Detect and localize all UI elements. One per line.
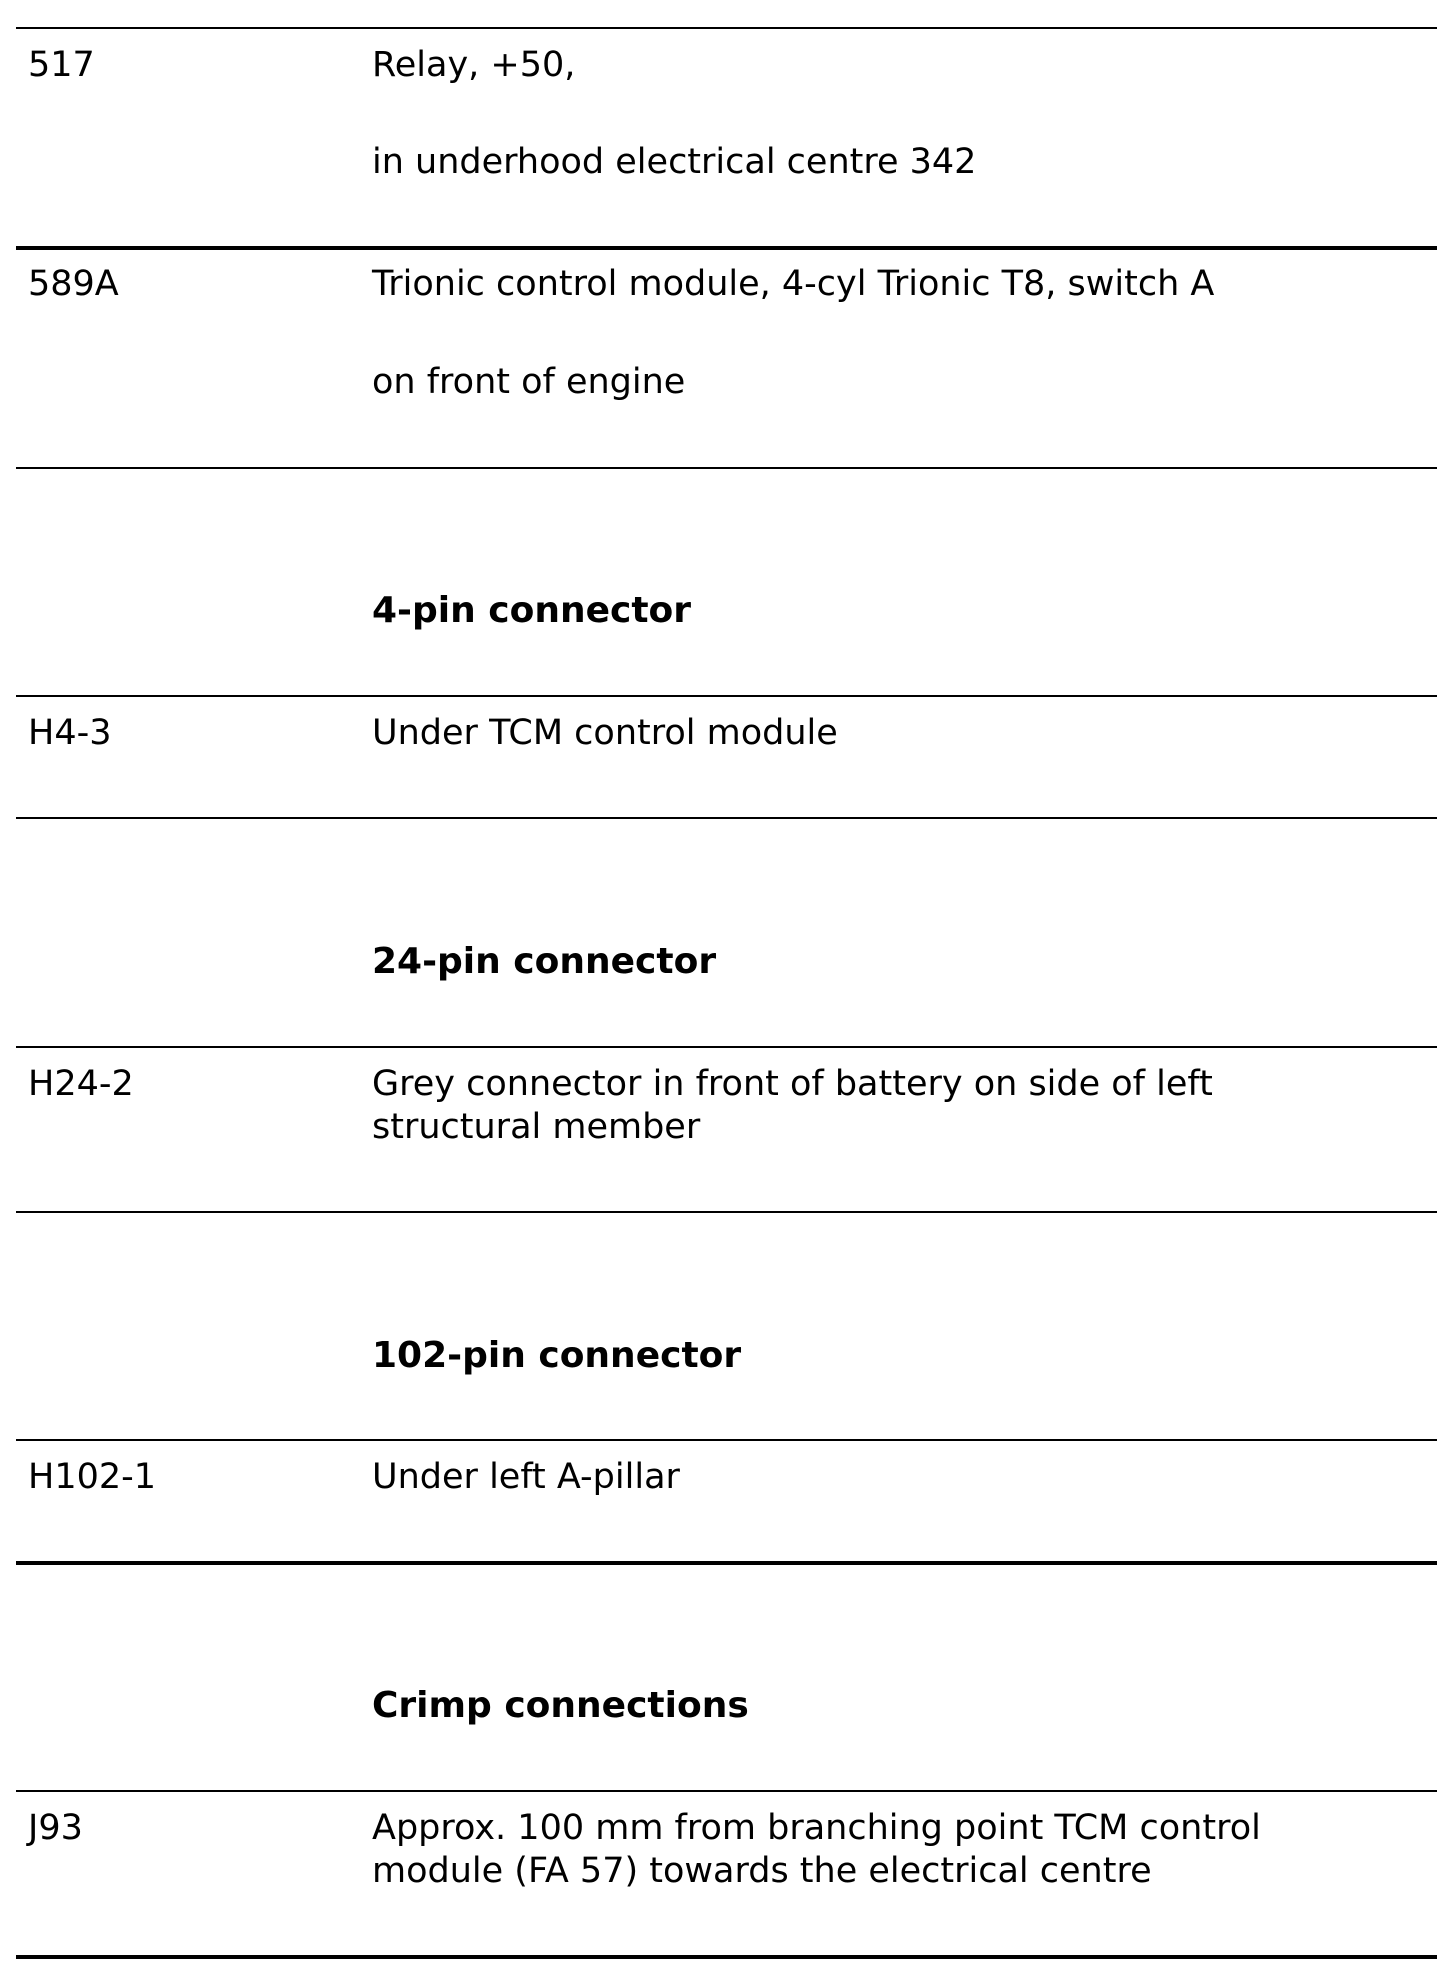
connector-location: Under TCM control module [372, 713, 838, 753]
component-location: on front of engine [372, 362, 686, 402]
connector-code: H4-3 [28, 713, 112, 753]
component-description: Trionic control module, 4-cyl Trionic T8, switch A [372, 264, 1215, 304]
section-heading: 4-pin connector [372, 590, 692, 631]
connector-code: H102-1 [28, 1457, 157, 1497]
crimp-code: J93 [28, 1808, 83, 1848]
table-divider [16, 695, 1437, 697]
table-divider [16, 27, 1437, 29]
connector-location: Under left A-pillar [372, 1457, 680, 1497]
crimp-location: Approx. 100 mm from branching point TCM control module (FA 57) towards the electrical centre [372, 1808, 1261, 1891]
table-divider [16, 1955, 1437, 1959]
component-location: in underhood electrical centre 342 [372, 142, 977, 182]
table-divider [16, 1211, 1437, 1213]
table-divider [16, 1561, 1437, 1565]
connector-code: H24-2 [28, 1064, 134, 1104]
component-code: 589A [28, 264, 119, 304]
table-divider [16, 1790, 1437, 1792]
table-divider [16, 1439, 1437, 1441]
component-description: Relay, +50, [372, 45, 576, 85]
table-divider [16, 1046, 1437, 1048]
table-divider [16, 246, 1437, 250]
table-divider [16, 467, 1437, 469]
section-heading: 102-pin connector [372, 1335, 742, 1376]
connector-location: Grey connector in front of battery on side of left structural member [372, 1064, 1213, 1147]
component-code: 517 [28, 45, 95, 85]
section-heading: Crimp connections [372, 1685, 749, 1726]
table-divider [16, 817, 1437, 819]
section-heading: 24-pin connector [372, 941, 717, 982]
